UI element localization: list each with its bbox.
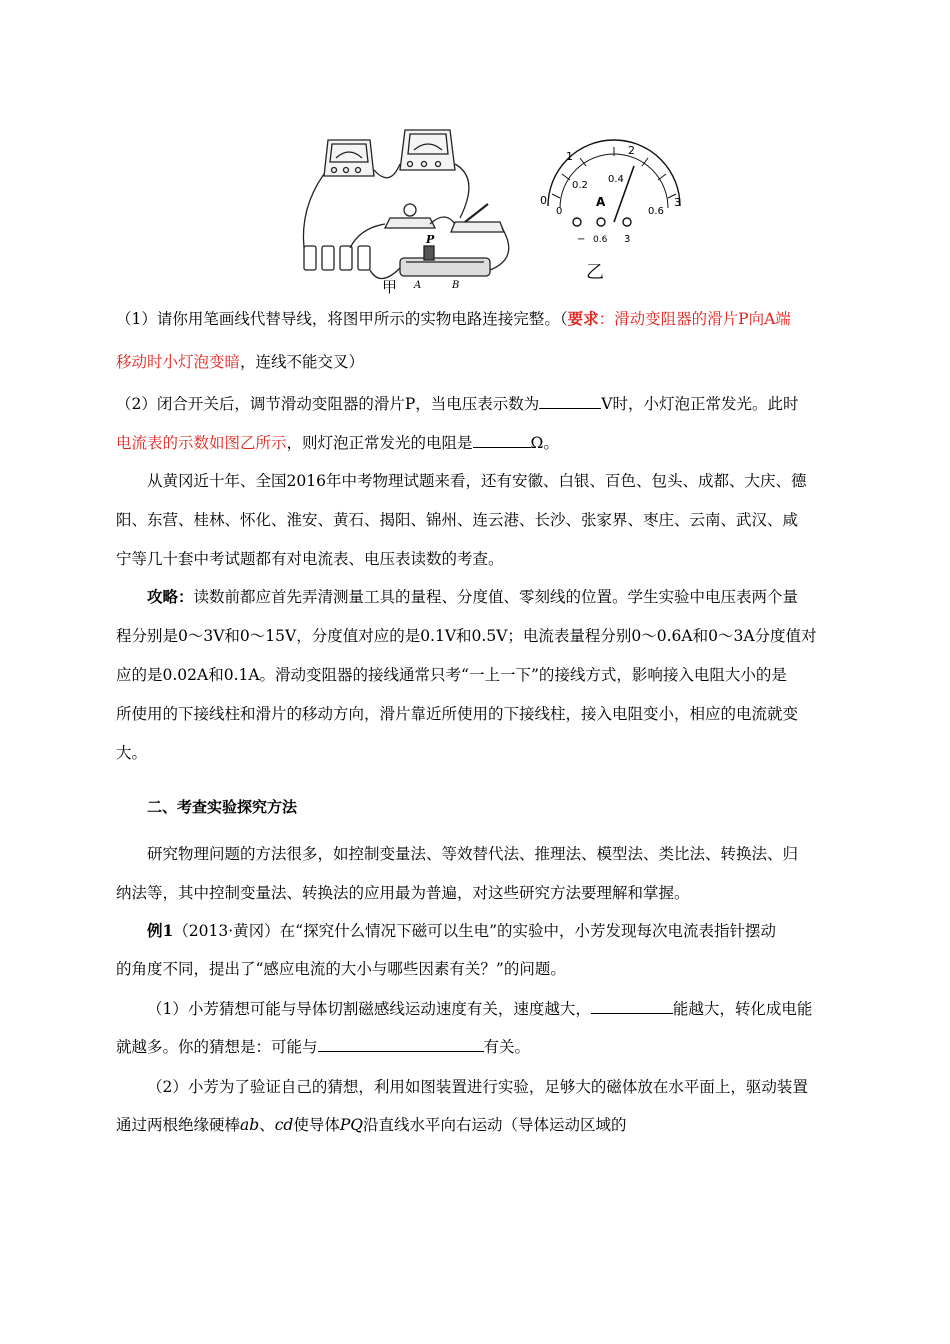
q2-line-2: 电流表的示数如图乙所示，则灯泡正常发光的电阻是 Ω。 xyxy=(116,434,559,452)
strategy-line-5: 大。 xyxy=(116,744,148,762)
strategy-label: 攻略： xyxy=(147,587,194,606)
cities-line-1: 从黄冈近十年、全国2016年中考物理试题来看，还有安徽、白银、百色、包头、成都、大庆、德 xyxy=(147,472,807,490)
guess-blank[interactable] xyxy=(318,1037,484,1052)
label-slider-p: P xyxy=(426,233,435,246)
circuit-jia-diagram xyxy=(303,130,508,279)
methods-line-1: 研究物理问题的方法很多，如控制变量法、等效替代法、推理法、模型法、类比法、转换法、归 xyxy=(147,845,799,863)
q1-line-1: （1）请你用笔画线代替导线，将图甲所示的实物电路连接完整。（要求：滑动变阻器的滑片P向A端 xyxy=(116,309,791,328)
example1-p1-line-2: 就越多。你的猜想是：可能与 有关。 xyxy=(116,1038,531,1056)
label-jia: 甲 xyxy=(382,278,398,296)
q2-voltage-blank[interactable] xyxy=(539,394,601,409)
label-terminal-b: B xyxy=(452,280,460,291)
q1-requirement-label: 要求 xyxy=(567,309,599,328)
example1-line-2: 的角度不同，提出了“感应电流的大小与哪些因素有关？”的问题。 xyxy=(116,960,566,978)
scale-inner-0-6: 0.6 xyxy=(648,206,664,217)
strategy-line-1: 攻略：读数前都应首先弄清测量工具的量程、分度值、零刻线的位置。学生实验中电压表两个量 xyxy=(147,587,799,606)
terminal-3: 3 xyxy=(624,234,631,245)
q2-resistance-blank[interactable] xyxy=(473,433,531,448)
meter-letter-a: A xyxy=(596,195,606,209)
terminal-0-6: 0.6 xyxy=(593,235,608,245)
strategy-line-3: 应的是0.02A和0.1A。滑动变阻器的接线通常只考“一上一下”的接线方式，影响接入电阻大小的是 xyxy=(116,666,787,684)
section-2-title: 二、考查实验探究方法 xyxy=(147,798,298,816)
scale-outer-3: 3 xyxy=(674,196,681,209)
strategy-line-4: 所使用的下接线柱和滑片的移动方向，滑片靠近所使用的下接线柱，接入电阻变小，相应的电流就变 xyxy=(116,705,799,723)
terminal-minus: − xyxy=(577,234,586,245)
example1-p2-line-2: 通过两根绝缘硬棒ab、cd使导体PQ沿直线水平向右运动（导体运动区域的 xyxy=(116,1116,627,1134)
cities-line-3: 宁等几十套中考试题都有对电流表、电压表读数的考查。 xyxy=(116,550,504,568)
example1-p2-line-1: （2）小芳为了验证自己的猜想，利用如图装置进行实验，足够大的磁体放在水平面上，驱动装置 xyxy=(147,1078,808,1096)
q1-line-2: 移动时小灯泡变暗，连线不能交叉） xyxy=(116,353,365,371)
strategy-line-2: 程分别是0～3V和0～15V，分度值对应的是0.1V和0.5V；电流表量程分别0～0.6A和0～3A分度值对 xyxy=(116,627,817,645)
scale-inner-0-4: 0.4 xyxy=(608,174,624,185)
label-yi: 乙 xyxy=(586,262,604,283)
circuit-figure xyxy=(290,118,690,296)
scale-inner-0-2: 0.2 xyxy=(572,180,588,191)
cities-line-2: 阳、东营、桂林、怀化、淮安、黄石、揭阳、锦州、连云港、长沙、张家界、枣庄、云南、武汉、咸 xyxy=(116,511,799,529)
scale-zero-left: 0 xyxy=(540,194,547,207)
energy-blank[interactable] xyxy=(591,999,673,1014)
scale-outer-2: 2 xyxy=(628,144,635,157)
example1-p1-line-1: （1）小芳猜想可能与导体切割磁感线运动速度有关，速度越大， 能越大，转化成电能 xyxy=(147,1000,813,1018)
label-terminal-a: A xyxy=(414,280,422,291)
example1-line-1: 例1（2013·黄冈）在“探究什么情况下磁可以生电”的实验中，小芳发现每次电流表指针摆动 xyxy=(147,921,777,940)
methods-line-2: 纳法等，其中控制变量法、转换法的应用最为普遍，对这些研究方法要理解和掌握。 xyxy=(116,884,690,902)
scale-zero-right: 0 xyxy=(556,206,563,217)
q2-line-1: （2）闭合开关后，调节滑动变阻器的滑片P，当电压表示数为 V时，小灯泡正常发光。此时 xyxy=(116,395,799,413)
scale-outer-1: 1 xyxy=(566,150,573,163)
example1-label: 例1 xyxy=(147,921,174,940)
